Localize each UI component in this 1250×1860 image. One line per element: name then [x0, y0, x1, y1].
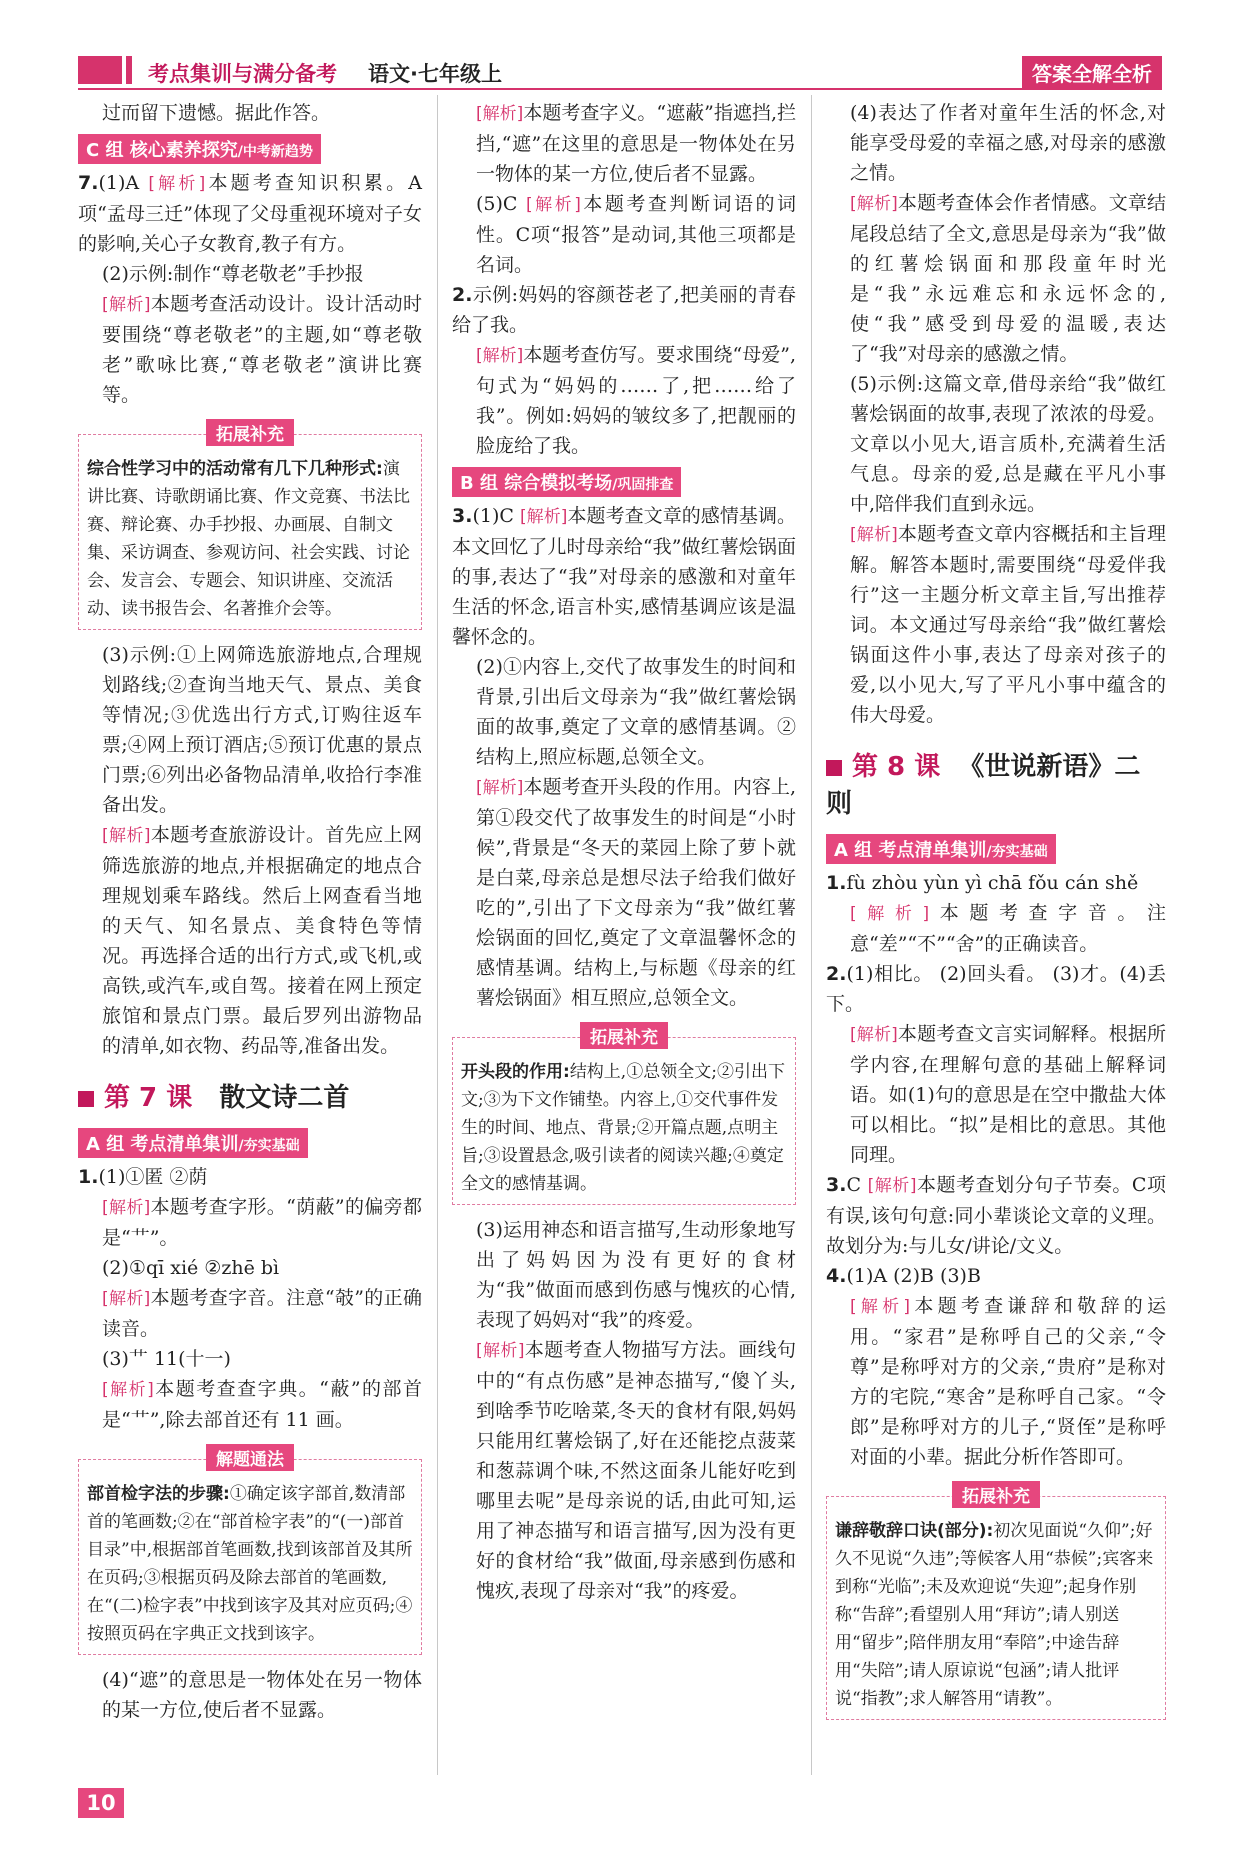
question-8-1: 1.fù zhòu yùn yì chā fǒu cán shě: [826, 872, 1139, 894]
analysis-8-1: [解析]本题考查字音。注意“差”“不”“舍”的正确读音。: [850, 902, 1166, 955]
question-8-3: 3.C [解析]本题考查划分句子节奏。C项有误,该句句意:同小辈谈论文章的义理。故划分为:与儿女/讲论/文义。: [826, 1174, 1167, 1257]
column-divider-1: [437, 95, 438, 1775]
question-1-4: (4)“遮”的意思是一物体处在另一物体的某一方位,使后者不显露。: [102, 1669, 422, 1721]
lesson-8-heading: 第 8 课 《世说新语》二则: [826, 752, 1141, 819]
column-divider-2: [811, 95, 812, 1775]
series-title: 考点集训与满分备考: [148, 62, 337, 86]
question-1-5: (5)C [解析]本题考查判断词语的词性。C项“报答”是动词,其他三项都是名词。: [476, 193, 796, 276]
box-label: 拓展补充: [952, 1481, 1040, 1508]
question-8-4: 4.(1)A (2)B (3)B: [826, 1265, 981, 1287]
question-3-4: (4)表达了作者对童年生活的怀念,对能享受母爱的幸福之感,对母亲的感激之情。: [850, 102, 1166, 184]
header-bar-decoration-2: [126, 56, 132, 84]
analysis-1-3: [解析]本题考查查字典。“蔽”的部首是“艹”,除去部首还有 11 画。: [102, 1378, 422, 1431]
lesson-7-heading: 第 7 课 散文诗二首: [78, 1077, 422, 1114]
analysis-7-2: [解析]本题考查活动设计。设计活动时要围绕“尊老敬老”的主题,如“尊老敬老”歌咏比赛,“尊老敬老”演讲比赛等。: [102, 293, 422, 406]
column-3: [826, 98, 1166, 1730]
question-3-3: (3)运用神态和语言描写,生动形象地写出了妈妈因为没有更好的食材为“我”做面而感到伤感与愧疚的心情,表现了妈妈对“我”的疼爱。: [476, 1219, 796, 1331]
analysis-3-4: [解析]本题考查体会作者情感。文章结尾段总结了全文,意思是母亲为“我”做的红薯烩锅面和那段童年时光是“我”永远难忘和永远怀念的,使“我”感受到母爱的温暖,表达了“我”对母亲的感激之情。: [850, 192, 1166, 365]
question-2: 2.示例:妈妈的容颜苍老了,把美丽的青春给了我。: [452, 284, 796, 336]
analysis-1-1: [解析]本题考查字形。“荫蔽”的偏旁都是“艹”。: [102, 1196, 423, 1249]
page-header: [78, 56, 1162, 86]
analysis-1-4: [解析]本题考查字义。“遮蔽”指遮挡,拦挡,“遮”在这里的意思是一物体处在另一物体的某一方位,使后者不显露。: [476, 102, 797, 185]
box-label: 解题通法: [206, 1444, 294, 1471]
question-1-2: (2)①qī xié ②zhē bì: [102, 1257, 280, 1279]
group-a-heading: A 组 考点清单集训/夯实基础: [78, 1128, 308, 1158]
box-label: 拓展补充: [580, 1022, 668, 1049]
analysis-3-2: [解析]本题考查开头段的作用。内容上,第①段交代了故事发生的时间是“小时候”,背景是“冬天的菜园上除了萝卜就是白菜,母亲总是想尽法子给我们做好吃的”,引出了下文母亲为“我”做红薯烩锅面的回忆,奠定了文章温馨怀念的感情基调。结构上,与标题《母亲的红薯烩锅面》相互照应,总领全文。: [476, 776, 797, 1009]
question-3-2: (2)①内容上,交代了故事发生的时间和背景,引出后文母亲为“我”做红薯烩锅面的故事,奠定了文章的感情基调。②结构上,照应标题,总领全文。: [476, 656, 796, 768]
analysis-8-4: [解析]本题考查谦辞和敬辞的运用。“家君”是称呼自己的父亲,“令尊”是称呼对方的父亲,“贵府”是称对方的宅院,“寒舍”是称呼自己家。“令郎”是称呼对方的儿子,“贤侄”是称呼对面的小辈。据此分析作答即可。: [850, 1295, 1166, 1468]
analysis-7-3: [解析]本题考查旅游设计。首先应上网筛选旅游的地点,并根据确定的地点合理规划乘车路线。然后上网查看当地的天气、知名景点、美食特色等情况。再选择合适的出行方式,或飞机,或高铁,或汽车,或自驾。接着在网上预定旅馆和景点门票。最后罗列出游物品的清单,如衣物、药品等,准备出发。: [102, 824, 422, 1057]
analysis-1-2: [解析]本题考查字音。注意“攲”的正确读音。: [102, 1287, 423, 1340]
column-1: [78, 98, 422, 1725]
question-7-2: (2)示例:制作“尊老敬老”手抄报: [102, 263, 364, 285]
group-b-heading: B 组 综合模拟考场/巩固排查: [452, 467, 681, 497]
question-7-3: (3)示例:①上网筛选旅游地点,合理规划路线;②查询当地天气、景点、美食等情况;③优选出行方式,订购往返车票;④网上预订酒店;⑤预订优惠的景点门票;⑥列出必备物品清单,收拾行李准备出发。: [102, 644, 422, 816]
subject-title: 语文·七年级上: [368, 62, 502, 86]
analysis-2: [解析]本题考查仿写。要求围绕“母爱”,句式为“妈妈的……了,把……给了我”。例如:妈妈的皱纹多了,把靓丽的脸庞给了我。: [476, 344, 797, 457]
group-c-heading: C 组 核心素养探究/中考新趋势: [78, 134, 321, 164]
question-8-2: 2.(1)相比。 (2)回头看。 (3)才。(4)丢下。: [826, 963, 1166, 1015]
extension-box-1: 拓展补充 综合性学习中的活动常有几下几种形式:演讲比赛、诗歌朗诵比赛、作文竞赛、书法比赛、辩论赛、办手抄报、办画展、自制文集、采访调查、参观访问、社会实践、讨论会、发言会、专题会、知识讲座、交流活动、读书报告会、名著推介会等。: [78, 434, 422, 630]
answer-badge: 答案全解全析: [1022, 56, 1162, 89]
text-block: 过而留下遗憾。据此作答。: [102, 102, 331, 124]
analysis-3-5: [解析]本题考查文章内容概括和主旨理解。解答本题时,需要围绕“母爱伴我行”这一主题分析文章主旨,写出推荐词。本文通过写母亲给“我”做红薯烩锅面这件小事,表达了母亲对孩子的爱,以小见大,写了平凡小事中蕴含的伟大母爱。: [850, 523, 1166, 726]
column-2: [452, 98, 796, 1606]
question-3-1: 3.(1)C [解析]本题考查文章的感情基调。本文回忆了儿时母亲给“我”做红薯烩锅面的事,表达了“我”对母亲的感激和对童年生活的怀念,语言朴实,感情基调应该是温馨怀念的。: [452, 505, 796, 648]
header-divider: [78, 88, 1162, 90]
box-label: 拓展补充: [206, 419, 294, 446]
question-1-1: 1.(1)①匿 ②荫: [78, 1166, 208, 1188]
question-1-3: (3)艹 11(十一): [102, 1348, 231, 1370]
page-number: 10: [78, 1788, 124, 1818]
analysis-3-3: [解析]本题考查人物描写方法。画线句中的“有点伤感”是神态描写,“傻丫头,到啥季节吃啥菜,冬天的食材有限,妈妈只能用红薯烩锅了,好在还能挖点菠菜和葱蒜调个味,不然这面条儿能好吃到哪里去呢”是母亲说的话,由此可知,运用了神态描写和语言描写,因为没有更好的食材给“我”做面,母亲感到伤感和愧疚,表现了母亲对“我”的疼爱。: [476, 1339, 796, 1602]
extension-box-2: 拓展补充 开头段的作用:结构上,①总领全文;②引出下文;③为下文作铺垫。内容上,①交代事件发生的时间、地点、背景;②开篇点题,点明主旨;③设置悬念,吸引读者的阅读兴趣;④奠定全文的感情基调。: [452, 1037, 796, 1205]
extension-box-3: 拓展补充 谦辞敬辞口诀(部分):初次见面说“久仰”;好久不见说“久违”;等候客人用“恭候”;宾客来到称“光临”;未及欢迎说“失迎”;起身作别称“告辞”;看望别人用“拜访”;请人别送用“留步”;陪伴朋友用“奉陪”;中途告辞用“失陪”;请人原谅说“包涵”;请人批评说“指教”;求人解答用“请教”。: [826, 1496, 1166, 1720]
group-a-heading-2: A 组 考点清单集训/夯实基础: [826, 834, 1056, 864]
question-3-5: (5)示例:这篇文章,借母亲给“我”做红薯烩锅面的故事,表现了浓浓的母爱。文章以小见大,语言质朴,充满着生活气息。母亲的爱,总是藏在平凡小事中,陪伴我们直到永远。: [850, 373, 1166, 515]
method-box: 解题通法 部首检字法的步骤:①确定该字部首,数清部首的笔画数;②在“部首检字表”的“(一)部首目录”中,根据部首笔画数,找到该部首及其所在页码;③根据页码及除去部首的笔画数,在“(二)检字表”中找到该字及其对应页码;④按照页码在字典正文找到该字。: [78, 1459, 422, 1655]
analysis-8-2: [解析]本题考查文言实词解释。根据所学内容,在理解句意的基础上解释词语。如(1)句的意思是在空中撒盐大体可以相比。“拟”是相比的意思。其他同理。: [850, 1023, 1166, 1166]
question-7-1: 7.(1)A [解析]本题考查知识积累。A项“孟母三迁”体现了父母重视环境对子女的影响,关心子女教育,教子有方。: [78, 172, 422, 255]
header-bar-decoration: [78, 56, 122, 84]
